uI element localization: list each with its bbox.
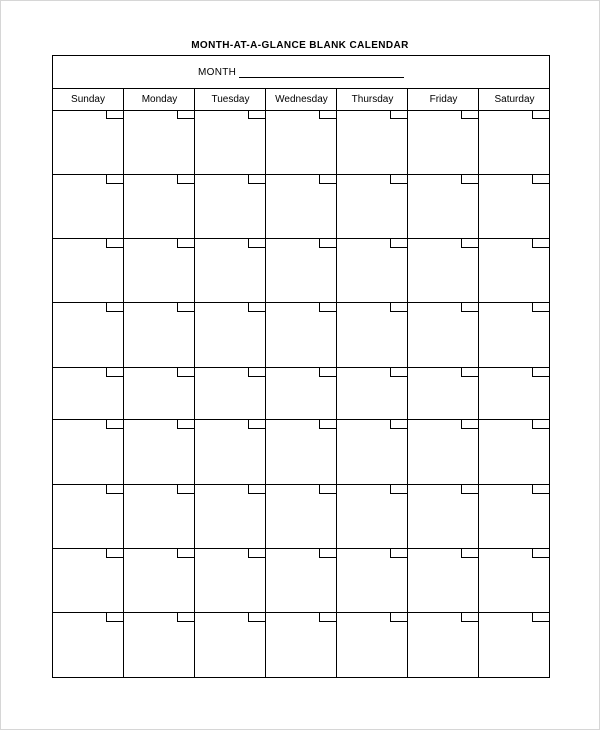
date-number-box xyxy=(461,239,478,248)
day-cell xyxy=(407,110,478,174)
day-cell xyxy=(123,174,194,238)
date-number-box xyxy=(106,549,123,558)
day-cell xyxy=(265,419,336,484)
date-number-box xyxy=(106,303,123,312)
day-cell xyxy=(336,174,407,238)
date-number-box xyxy=(248,239,265,248)
weekday-tuesday: Tuesday xyxy=(194,89,266,110)
date-number-box xyxy=(390,485,407,494)
day-cell xyxy=(123,484,194,548)
date-number-box xyxy=(106,420,123,429)
day-cell xyxy=(478,174,549,238)
day-cell xyxy=(194,174,265,238)
day-cell xyxy=(407,367,478,419)
date-number-box xyxy=(106,613,123,622)
date-number-box xyxy=(532,175,549,184)
date-number-box xyxy=(461,110,478,119)
day-cell xyxy=(53,612,123,677)
day-cell xyxy=(478,110,549,174)
weekday-wednesday: Wednesday xyxy=(265,89,337,110)
day-cell xyxy=(53,238,123,302)
date-number-box xyxy=(532,239,549,248)
day-cell xyxy=(478,419,549,484)
date-number-box xyxy=(390,239,407,248)
date-number-box xyxy=(177,549,194,558)
date-number-box xyxy=(461,303,478,312)
date-number-box xyxy=(106,368,123,377)
day-cell xyxy=(123,302,194,367)
date-number-box xyxy=(106,485,123,494)
day-cell xyxy=(53,174,123,238)
date-number-box xyxy=(248,420,265,429)
day-cell xyxy=(265,174,336,238)
month-write-in-line xyxy=(239,77,404,78)
date-number-box xyxy=(106,175,123,184)
day-cell xyxy=(407,174,478,238)
day-cell xyxy=(265,484,336,548)
weekday-saturday: Saturday xyxy=(478,89,550,110)
date-number-box xyxy=(319,368,336,377)
date-number-box xyxy=(248,613,265,622)
day-cell xyxy=(407,302,478,367)
date-number-box xyxy=(319,110,336,119)
date-number-box xyxy=(177,485,194,494)
weekday-thursday: Thursday xyxy=(336,89,408,110)
date-number-box xyxy=(532,485,549,494)
date-number-box xyxy=(461,420,478,429)
day-cell xyxy=(336,110,407,174)
day-cell xyxy=(53,548,123,612)
date-number-box xyxy=(319,239,336,248)
day-cell xyxy=(265,110,336,174)
weekday-friday: Friday xyxy=(407,89,479,110)
date-number-box xyxy=(319,303,336,312)
date-number-box xyxy=(532,549,549,558)
date-number-box xyxy=(390,420,407,429)
day-cell xyxy=(194,238,265,302)
month-row xyxy=(53,56,549,89)
day-cell xyxy=(53,302,123,367)
day-cell xyxy=(123,238,194,302)
day-cell xyxy=(265,612,336,677)
date-number-box xyxy=(177,175,194,184)
date-number-box xyxy=(319,420,336,429)
date-number-box xyxy=(177,110,194,119)
day-cell xyxy=(336,367,407,419)
day-cell xyxy=(478,238,549,302)
date-number-box xyxy=(390,175,407,184)
day-cell xyxy=(478,484,549,548)
day-cell xyxy=(53,367,123,419)
date-number-box xyxy=(248,175,265,184)
date-number-box xyxy=(177,613,194,622)
date-number-box xyxy=(532,303,549,312)
day-cell xyxy=(194,367,265,419)
day-cell xyxy=(336,612,407,677)
date-number-box xyxy=(532,613,549,622)
day-cell xyxy=(53,419,123,484)
weekday-monday: Monday xyxy=(123,89,195,110)
date-number-box xyxy=(319,613,336,622)
date-number-box xyxy=(106,239,123,248)
date-number-box xyxy=(461,549,478,558)
weekday-header-row xyxy=(53,89,549,111)
date-number-box xyxy=(390,549,407,558)
date-number-box xyxy=(532,368,549,377)
day-cell xyxy=(53,110,123,174)
date-number-box xyxy=(319,175,336,184)
date-number-box xyxy=(177,239,194,248)
day-cell xyxy=(336,302,407,367)
weekday-sunday: Sunday xyxy=(71,94,105,105)
day-cell xyxy=(265,367,336,419)
day-cell xyxy=(336,484,407,548)
day-cell xyxy=(336,548,407,612)
day-cell xyxy=(123,548,194,612)
day-cell xyxy=(407,484,478,548)
date-number-box xyxy=(177,303,194,312)
date-number-box xyxy=(319,549,336,558)
calendar-table xyxy=(52,55,550,678)
day-cell xyxy=(407,419,478,484)
day-cell xyxy=(478,612,549,677)
date-number-box xyxy=(248,303,265,312)
date-number-box xyxy=(390,110,407,119)
day-cell xyxy=(407,548,478,612)
day-cell xyxy=(336,238,407,302)
day-grid xyxy=(53,110,549,677)
date-number-box xyxy=(532,110,549,119)
date-number-box xyxy=(106,110,123,119)
day-cell xyxy=(123,612,194,677)
day-cell xyxy=(194,612,265,677)
month-label: MONTH xyxy=(198,67,237,78)
day-cell xyxy=(123,110,194,174)
day-cell xyxy=(194,419,265,484)
date-number-box xyxy=(248,549,265,558)
day-cell xyxy=(53,484,123,548)
day-cell xyxy=(478,367,549,419)
date-number-box xyxy=(248,110,265,119)
day-cell xyxy=(194,484,265,548)
date-number-box xyxy=(390,613,407,622)
date-number-box xyxy=(390,368,407,377)
date-number-box xyxy=(461,613,478,622)
date-number-box xyxy=(461,368,478,377)
day-cell xyxy=(265,548,336,612)
day-cell xyxy=(194,302,265,367)
date-number-box xyxy=(532,420,549,429)
day-cell xyxy=(478,302,549,367)
day-cell xyxy=(265,238,336,302)
date-number-box xyxy=(177,420,194,429)
day-cell xyxy=(407,238,478,302)
date-number-box xyxy=(248,485,265,494)
day-cell xyxy=(336,419,407,484)
date-number-box xyxy=(461,485,478,494)
date-number-box xyxy=(248,368,265,377)
day-cell xyxy=(123,367,194,419)
calendar-title: MONTH-AT-A-GLANCE BLANK CALENDAR xyxy=(191,40,409,51)
day-cell xyxy=(478,548,549,612)
date-number-box xyxy=(319,485,336,494)
date-number-box xyxy=(177,368,194,377)
day-cell xyxy=(407,612,478,677)
day-cell xyxy=(194,548,265,612)
date-number-box xyxy=(461,175,478,184)
date-number-box xyxy=(390,303,407,312)
day-cell xyxy=(123,419,194,484)
day-cell xyxy=(265,302,336,367)
day-cell xyxy=(194,110,265,174)
